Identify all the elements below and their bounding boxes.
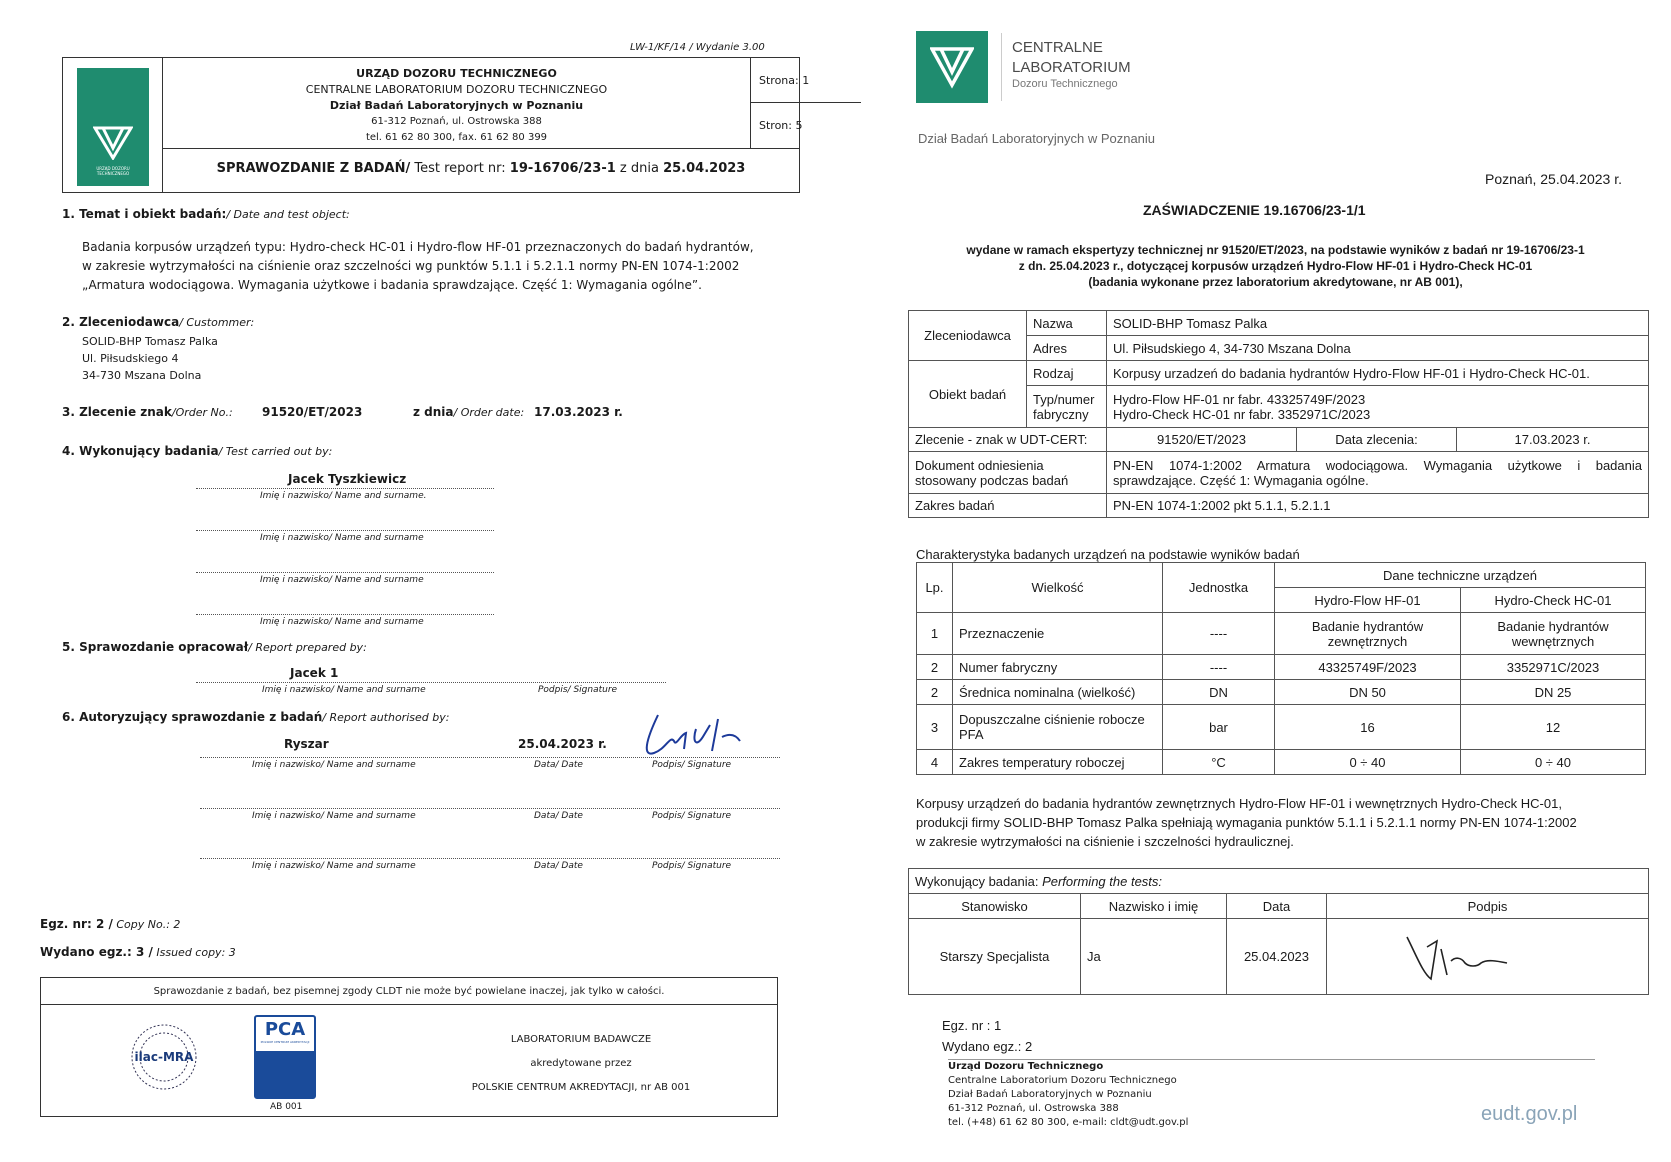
customer-address: SOLID-BHP Tomasz Palka Ul. Piłsudskiego 4 34-730 Mszana Dolna bbox=[82, 335, 218, 382]
section-4-heading: 4. Wykonujący badania/ Test carried out by: bbox=[62, 444, 333, 458]
brand-subtitle: Dozoru Technicznego bbox=[1012, 78, 1118, 90]
website-link[interactable]: eudt.gov.pl bbox=[1481, 1103, 1578, 1125]
signature-table: Wykonujący badania: Performing the tests: Stanowisko Nazwisko i imię Data Podpis Starszy Specjalista Ja 25.04.2023 bbox=[908, 868, 1649, 995]
characteristics-table: Lp. Wielkość Jednostka Dane techniczne urządzeń Hydro-Flow HF-01 Hydro-Check HC-01 1 Przeznaczenie ---- Badanie hydrantów zewnętrznych Badanie hydrantów wewnętrznych 2 Numer fabryczny ---- 43325749F/2023 3352971C/2023 2 Średnica nominalna (wielkość) DN DN 50 DN 25 3 Dopuszczalne ciśnienie robocze PFA bar 16 12 4 Zakres temperatury roboczej °C 0 ÷ 40 0 ÷ 40 bbox=[916, 562, 1646, 775]
certificate-info-table: Zleceniodawca Nazwa SOLID-BHP Tomasz Palka Adres Ul. Piłsudskiego 4, 34-730 Mszana Dolna Obiekt badań Rodzaj Korpusy urzadzeń do badania hydrantów Hydro-Flow HF-01 i Hydro-Check HC-01. Typ/numer fabryczny Hydro-Flow HF-01 nr fabr. 43325749F/2023 Hydro-Check HC-01 nr fabr. 3352971C/2023 Zlecenie - znak w UDT-CERT: 91520/ET/2023 Data zlecenia: 17.03.2023 r. Dokument odniesienia stosowany podczas badań PN-EN 1074-1:2002 Armatura wodociągowa. Wymagania użytkowe i badania sprawdzające. Część 1: Wymagania ogólne. Zakres badań PN-EN 1074-1:2002 pkt 5.1.1, 5.2.1.1 bbox=[908, 310, 1649, 518]
pca-ab-number: AB 001 bbox=[270, 1102, 303, 1112]
conclusion-text: Korpusy urządzeń do badania hydrantów zewnętrznych Hydro-Flow HF-01 i wewnętrznych Hydro-Check HC-01, produkcji firmy SOLID-BHP Tomasz Palka spełniają wymagania punktów 5.1.1 i 5.2.1.1 normy PN-EN 1074-1:2002 w zakresie wytrzymałości na ciśnienie i szczelności hydraulicznej. bbox=[916, 796, 1577, 849]
characteristics-title: Charakterystyka badanych urządzeń na podstawie wyników badań bbox=[916, 547, 1300, 562]
svg-text:ilac-MRA: ilac-MRA bbox=[134, 1050, 194, 1064]
issued-copies: Wydano egz.: 3 / Issued copy: 3 bbox=[40, 945, 236, 959]
header-org-block bbox=[163, 58, 751, 148]
section-6-heading: 6. Autoryzujący sprawozdanie z badań/ Report authorised by: bbox=[62, 710, 450, 724]
phone: tel. 61 62 80 300, fax. 61 62 80 399 bbox=[365, 132, 548, 143]
report-title: SPRAWOZDANIE Z BADAŃ/ Test report nr: 19-16706/23-1 z dnia 25.04.2023 bbox=[163, 148, 799, 192]
dept-name: Dział Badań Laboratoryjnych w Poznaniu bbox=[329, 99, 584, 112]
section-3-heading: 3. Zlecenie znak/Order No.: bbox=[62, 405, 233, 419]
authoriser-name: Ryszar bbox=[284, 737, 329, 751]
lab-accreditation-text: LABORATORIUM BADAWCZE akredytowane przez POLSKIE CENTRUM AKREDYTACJI, nr AB 001 bbox=[471, 1034, 691, 1093]
table-row: 2 Średnica nominalna (wielkość) DN DN 50 DN 25 bbox=[917, 680, 1646, 705]
certificate-intro: wydane w ramach ekspertyzy technicznej nr 91520/ET/2023, na podstawie wyników z badań nr 19-16706/23-1 z dn. 25.04.2023 r., dotyczącej korpusów urządzeń Hydro-Flow HF-01 i Hydro-Check HC-01 (badania wykonane przez laboratorium akredytowane, nr AB 001), bbox=[966, 243, 1585, 289]
page-number: Strona: 1 bbox=[751, 58, 861, 103]
issued-copies: Wydano egz.: 2 bbox=[942, 1039, 1033, 1054]
table-row: 4 Zakres temperatury roboczej °C 0 ÷ 40 0 ÷ 40 bbox=[917, 750, 1646, 775]
table-row: 3 Dopuszczalne ciśnienie robocze PFA bar 16 12 bbox=[917, 705, 1646, 750]
report-header bbox=[62, 57, 810, 193]
section-5-heading: 5. Sprawozdanie opracował/ Report prepared by: bbox=[62, 640, 367, 654]
preparer-name: Jacek 1 bbox=[290, 666, 339, 680]
accreditation-footer bbox=[40, 977, 778, 1117]
org-name: URZĄD DOZORU TECHNICZNEGO bbox=[356, 67, 557, 80]
section-1-body: Badania korpusów urządzeń typu: Hydro-check HC-01 i Hydro-flow HF-01 przeznaczonych do badań hydrantów, w zakresie wytrzymałości na ciśnienie oraz szczelności wg punktów 5.1.1 i 5.2.1.1 normy PN-EN 1074-1:2002 „Armatura wodociągowa. Wymagania użytkowe i badania sprawdzające. Część 1: Wymagania ogólne”. bbox=[82, 240, 754, 292]
logo-caption: URZĄD DOZORU TECHNICZNEGO bbox=[96, 166, 130, 176]
tester-signature bbox=[1397, 927, 1547, 987]
order-date: 17.03.2023 r. bbox=[534, 405, 623, 419]
ilac-mra-logo bbox=[129, 1022, 199, 1092]
performing-tests-label: Wykonujący badania: Performing the tests: bbox=[909, 869, 1649, 894]
test-report-page: LW-1/KF/14 / Wydanie 3.00 URZĄD DOZORU TECHNICZNEGO URZĄD DOZORU TECHNICZNEGO CENTRALNE LABORATORIUM DOZORU TECHNICZNEGO Dział Badań Laboratoryjnych w Poznaniu 61-312 Poznań, ul. Ostrowska 388 tel. 61 62 80 300, fax. 61 62 80 399 Strona: 1 Stron: 5 SPRAWOZDANIE Z BADAŃ/ Test report nr: 19-16706/23-1 z dnia 25.04.2023 1. Temat i obiekt badań:/ Date and test object: Badania korpusów urządzeń typu: Hydro-check HC-01 i Hydro-flow HF-01 przeznaczonych do badań hydrantów, w zakresie wytrzymałości na ciśnienie oraz szczelności wg punktów 5.1.1 i 5.2.1.1 normy PN-EN 1074-1:2002 „Armatura wodociągowa. Wymagania użytkowe i badania sprawdzające. Część 1: Wymagania ogólne”. 2. Zleceniodawca/ Custommer: SOLID-BHP Tomasz Palka Ul. Piłsudskiego 4 34-730 Mszana Dolna 3. Zlecenie znak/Order No.: 91520/ET/2023 z dnia/ Order date: 17.03.2023 r. 4. Wykonujący badania/ Test carried out by: Jacek Tyszkiewicz Imię i nazwisko/ Name and surname. Imię i nazwisko/ Name and surname Imię i nazwisko/ Name and surname Imię i nazwisko/ Name and surname 5. Sprawozdanie opracował/ Report prepared by: Jacek 1 Imię i nazwisko/ Name and surname Podpis/ Signature 6. Autoryzujący sprawozdanie z badań/ Report authorised by: Ryszar 25.04.2023 r. Imię i nazwisko/ Name and surname Data/ Date Podpis/ Signature Imię i nazwisko/ Name and surname Data/ Date Podpis/ Signature Imię i nazwisko/ Name and surname Data/ Date Podpis/ Signature Egz. nr: 2 / Copy No.: 2 Wydano egz.: 3 / Issued copy: 3 Sprawozdanie z badań, bez pisemnej zgody CLDT nie może być powielane inaczej, jak tylko w całości. ilac-MRA PCA POLSKIE CENTRUM AKREDYTACJI AB 001 LABORATORIUM BADAWCZE akredytowane przez POLSKIE CENTRUM AKREDYTACJI, nr AB 001 bbox=[0, 0, 820, 1162]
udt-emblem-icon bbox=[930, 45, 974, 89]
table-row: 1 Przeznaczenie ---- Badanie hydrantów zewnętrznych Badanie hydrantów wewnętrznych bbox=[917, 613, 1646, 655]
order-number: 91520/ET/2023 bbox=[262, 405, 363, 419]
cldt-logo bbox=[916, 31, 988, 103]
place-date: Poznań, 25.04.2023 r. bbox=[1485, 171, 1622, 187]
tester-name: Jacek Tyszkiewicz bbox=[288, 472, 407, 486]
copy-notice: Sprawozdanie z badań, bez pisemnej zgody CLDT nie może być powielane inaczej, jak tylko w całości. bbox=[41, 978, 777, 1005]
copy-number: Egz. nr : 1 bbox=[942, 1018, 1002, 1033]
brand-name: CENTRALNE LABORATORIUM bbox=[1012, 39, 1131, 76]
page-count: Stron: 5 bbox=[759, 119, 803, 132]
udt-logo bbox=[77, 68, 149, 186]
table-row: 2 Numer fabryczny ---- 43325749F/2023 3352971C/2023 bbox=[917, 655, 1646, 680]
copy-number: Egz. nr: 2 / Copy No.: 2 bbox=[40, 917, 181, 931]
lab-name: CENTRALNE LABORATORIUM DOZORU TECHNICZNEGO bbox=[305, 83, 608, 96]
document-form-id: LW-1/KF/14 / Wydanie 3.00 bbox=[630, 42, 765, 53]
section-2-heading: 2. Zleceniodawca/ Custommer: bbox=[62, 315, 255, 329]
department: Dział Badań Laboratoryjnych w Poznaniu bbox=[918, 131, 1156, 146]
footer-address: Urząd Dozoru Technicznego Centralne Laboratorium Dozoru Technicznego Dział Badań Laboratoryjnych w Poznaniu 61-312 Poznań, ul. Ostrowska 388 tel. (+48) 61 62 80 300, e-mail: cldt@udt.gov.pl bbox=[948, 1061, 1189, 1128]
authoriser-signature bbox=[640, 705, 750, 760]
order-date-label: z dnia/ Order date: bbox=[413, 405, 525, 419]
udt-emblem-icon bbox=[93, 126, 133, 160]
section-1-heading: 1. Temat i obiekt badań:/ Date and test object: bbox=[62, 207, 350, 221]
certificate-title: ZAŚWIADCZENIE 19.16706/23-1/1 bbox=[1143, 202, 1366, 218]
address: 61-312 Poznań, ul. Ostrowska 388 bbox=[371, 116, 542, 127]
pca-logo: PCA POLSKIE CENTRUM AKREDYTACJI bbox=[254, 1015, 316, 1099]
authorisation-date: 25.04.2023 r. bbox=[518, 737, 607, 751]
certificate-page bbox=[880, 0, 1671, 1162]
